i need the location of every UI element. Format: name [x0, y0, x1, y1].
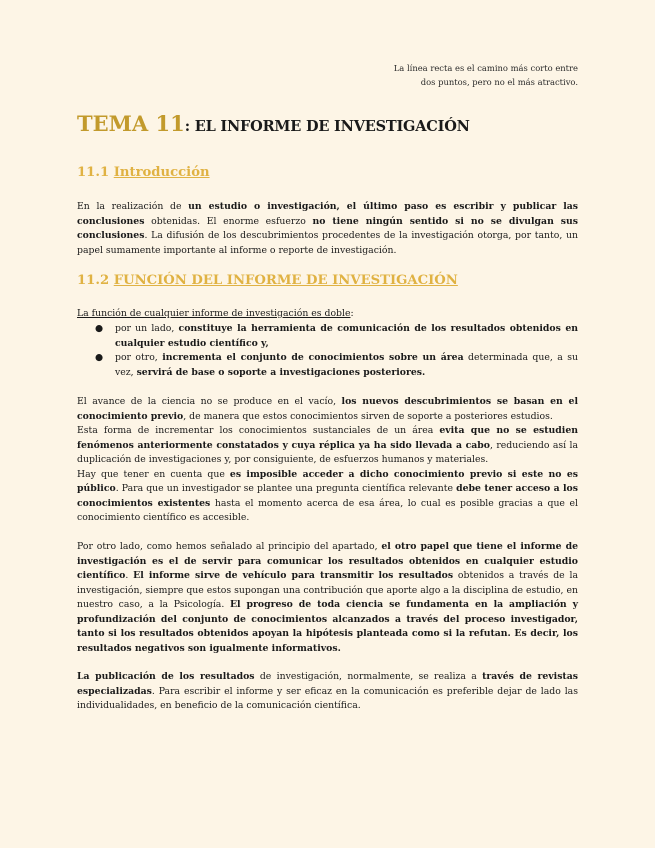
bold-run: el otro papel que tiene el informe de investigación es el de servir para comunicar los resultados obtenidos en cualquier estudio científico: [77, 541, 578, 581]
epigraph-line: La línea recta es el camino más corto entre: [393, 63, 578, 73]
text-run: Hay que tener en cuenta que: [77, 468, 230, 480]
avance-paragraph: [77, 395, 578, 526]
text-run: , reduciendo así la duplicación de investigaciones y, por consiguiente, de esfuerzos humanos y materiales.: [77, 439, 578, 465]
bold-run: debe tener acceso a los conocimientos existentes: [77, 483, 578, 509]
bullet-icon: ●: [95, 323, 104, 334]
list-item: [77, 322, 578, 351]
section-title: Introducción: [113, 165, 210, 180]
text-run: obtenidas. El enorme esfuerzo: [144, 215, 313, 227]
otro-paragraph: [77, 540, 578, 656]
text-run: Por otro lado, como hemos señalado al principio del apartado,: [77, 541, 382, 552]
bold-run: un estudio o investigación, el último paso es escribir y publicar las conclusiones: [77, 201, 578, 227]
section-number: 11.2: [77, 273, 114, 288]
page-title: [77, 101, 470, 139]
intro-paragraph: [77, 200, 578, 258]
epigraph: [394, 61, 578, 89]
text-run: , de manera que estos conocimientos sirven de soporte a posteriores estudios.: [183, 410, 553, 422]
section-heading-funcion: [77, 273, 458, 288]
publicacion-paragraph: [77, 670, 578, 714]
text-run: hasta el momento acerca de esa área, lo cual es posible gracias a que el conocimiento científico es accesible.: [77, 497, 578, 523]
funcion-list: [77, 322, 578, 380]
text-run: por un lado,: [115, 323, 179, 334]
text-run: por otro,: [115, 352, 163, 363]
text-run: . La difusión de los descubrimientos procedentes de la investigación otorga, por tanto, un papel sumamente importante al informe o reporte de investigación.: [77, 230, 578, 256]
epigraph-line: dos puntos, pero no el más atractivo.: [420, 77, 578, 87]
text-run: :: [350, 308, 354, 319]
bold-run: La publicación de los resultados: [77, 671, 255, 682]
text-run: El avance de la ciencia no se produce en el vacío,: [77, 396, 342, 407]
bold-run: los nuevos descubrimientos se basan en el conocimiento previo: [77, 396, 578, 422]
section-heading-introduccion: [77, 165, 210, 180]
text-run: .: [125, 570, 134, 581]
bold-run: es imposible acceder a dicho conocimiento previo si este no es público: [77, 468, 578, 494]
text-run: Esta forma de incrementar los conocimientos sustanciales de un área: [77, 425, 440, 436]
bullet-icon: ●: [95, 352, 104, 363]
bold-run: través de revistas especializadas: [77, 671, 578, 697]
text-run: En la realización de: [77, 201, 189, 212]
bold-run: El progreso de toda ciencia se fundamenta en la ampliación y profundización del conjunto de conocimientos alcanzados a través del proceso investigador, tanto si los resultados obtenidos apoyan la hipótesis planteada como si la refutan. Es decir, los resultados negativos son igualmente informativos.: [77, 599, 578, 654]
title-text: : EL INFORME DE INVESTIGACIÓN: [184, 118, 470, 135]
bold-run: servirá de base o soporte a investigaciones posteriores.: [136, 366, 426, 378]
list-item: [77, 351, 578, 380]
bold-run: El informe sirve de vehículo para transmitir los resultados: [133, 570, 454, 581]
text-run: . Para que un investigador se plantee una pregunta científica relevante: [115, 483, 457, 494]
section-title: FUNCIÓN DEL INFORME DE INVESTIGACIÓN: [113, 273, 458, 288]
bold-run: no tiene ningún sentido si no se divulgan sus conclusiones: [77, 215, 579, 241]
bold-run: incrementa el conjunto de conocimientos sobre un área: [162, 352, 464, 363]
text-run: obtenidos a través de la investigación, siempre que estos supongan una contribución que aporte algo a la disciplina de estudio, en nuestro caso, a la Psicología.: [77, 570, 578, 610]
text-run: determinada que, a su vez,: [115, 352, 579, 378]
bold-run: constituye la herramienta de comunicación de los resultados obtenidos en cualquier estudio científico y,: [115, 323, 578, 349]
text-run: . Para escribir el informe y ser eficaz en la comunicación es preferible dejar de lado las individualidades, en beneficio de la comunicación científica.: [77, 685, 578, 711]
text-run: de investigación, normalmente, se realiza a: [254, 671, 483, 682]
funcion-lead: [77, 307, 578, 322]
title-number: TEMA 11: [77, 111, 185, 136]
underlined-text: La función de cualquier informe de investigación es doble: [77, 308, 351, 319]
bold-run: evita que no se estudien fenómenos anteriormente constatados y cuya réplica ya ha sido llevada a cabo: [77, 425, 579, 451]
section-number: 11.1: [77, 165, 114, 180]
